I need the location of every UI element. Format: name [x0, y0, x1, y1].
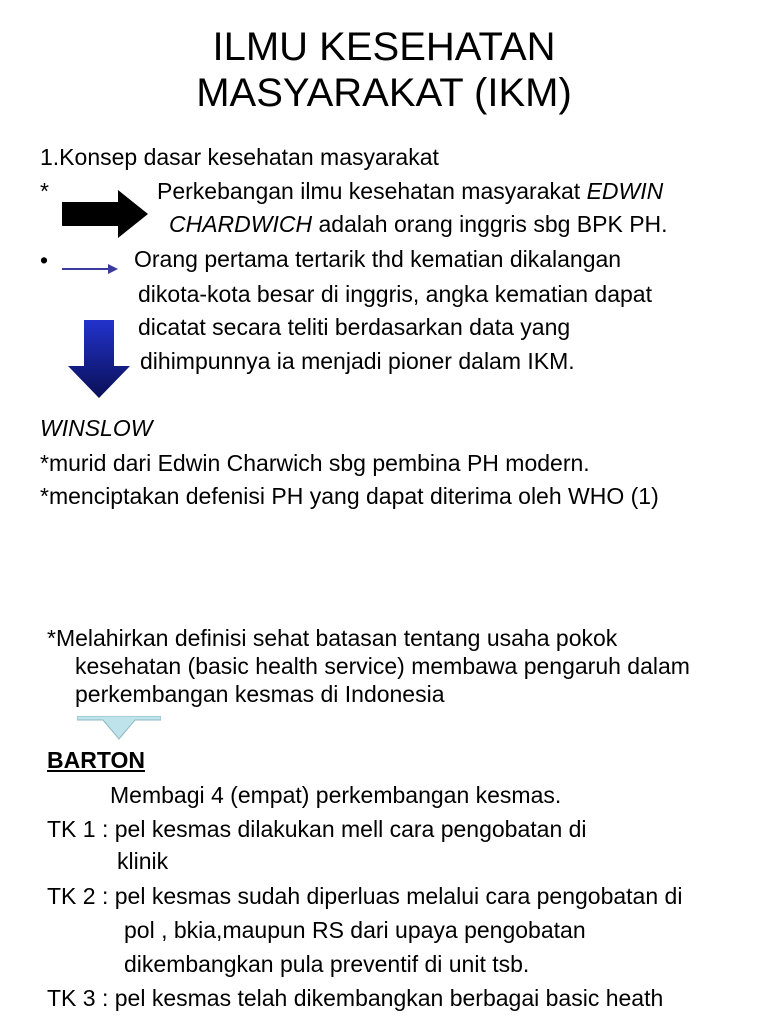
bullet-marker-star: *: [40, 178, 49, 204]
light-down-arrow-icon: [77, 716, 161, 740]
bullet1-text-b: adalah orang inggris sbg BPK PH.: [312, 211, 668, 237]
bullet1-emph-chardwich: CHARDWICH: [169, 211, 313, 237]
barton-intro: Membagi 4 (empat) perkembangan kesmas.: [110, 782, 562, 808]
barton-heading: BARTON: [47, 747, 145, 773]
thin-right-arrow-icon: [62, 262, 118, 276]
melahirkan-line-3: perkembangan kesmas di Indonesia: [75, 681, 445, 707]
tk2-line-1: TK 2 : pel kesmas sudah diperluas melalui cara pengobatan di: [47, 883, 683, 909]
tk2-line-3: dikembangkan pula preventif di unit tsb.: [124, 951, 530, 977]
bullet2-line-4: dihimpunnya ia menjadi pioner dalam IKM.: [140, 348, 575, 374]
melahirkan-line-1: *Melahirkan definisi sehat batasan tentang usaha pokok: [47, 625, 618, 651]
bullet1-text-a: Perkebangan ilmu kesehatan masyarakat: [157, 178, 587, 204]
bullet2-line-3: dicatat secara teliti berdasarkan data yang: [138, 314, 571, 340]
winslow-line-1: *murid dari Edwin Charwich sbg pembina PH modern.: [40, 450, 590, 476]
tk1-line-1: TK 1 : pel kesmas dilakukan mell cara pengobatan di: [47, 816, 587, 842]
tk3-line-1: TK 3 : pel kesmas telah dikembangkan berbagai basic heath: [47, 985, 664, 1011]
section-heading: 1.Konsep dasar kesehatan masyarakat: [40, 144, 439, 170]
bullet1-line-2: [169, 210, 668, 238]
bullet2-line-2: dikota-kota besar di inggris, angka kematian dapat: [138, 281, 652, 307]
winslow-heading: WINSLOW: [40, 415, 153, 441]
melahirkan-line-2: kesehatan (basic health service) membawa pengaruh dalam: [75, 653, 690, 679]
title-line-2: MASYARAKAT (IKM): [196, 71, 572, 115]
slide-title: [0, 24, 768, 116]
bullet-marker-dot: •: [40, 247, 49, 273]
title-line-1: ILMU KESEHATAN: [212, 25, 556, 69]
tk1-line-2: klinik: [117, 848, 169, 874]
tk2-line-2: pol , bkia,maupun RS dari upaya pengobatan: [124, 917, 586, 943]
bullet2-line-1: Orang pertama tertarik thd kematian dikalangan: [134, 246, 622, 272]
bullet1-emph-edwin: EDWIN: [586, 178, 664, 204]
thick-right-arrow-icon: [62, 190, 148, 238]
winslow-line-2: *menciptakan defenisi PH yang dapat diterima oleh WHO (1): [40, 483, 659, 509]
bullet1-line-1: [157, 177, 663, 205]
down-arrow-icon: [68, 320, 130, 398]
